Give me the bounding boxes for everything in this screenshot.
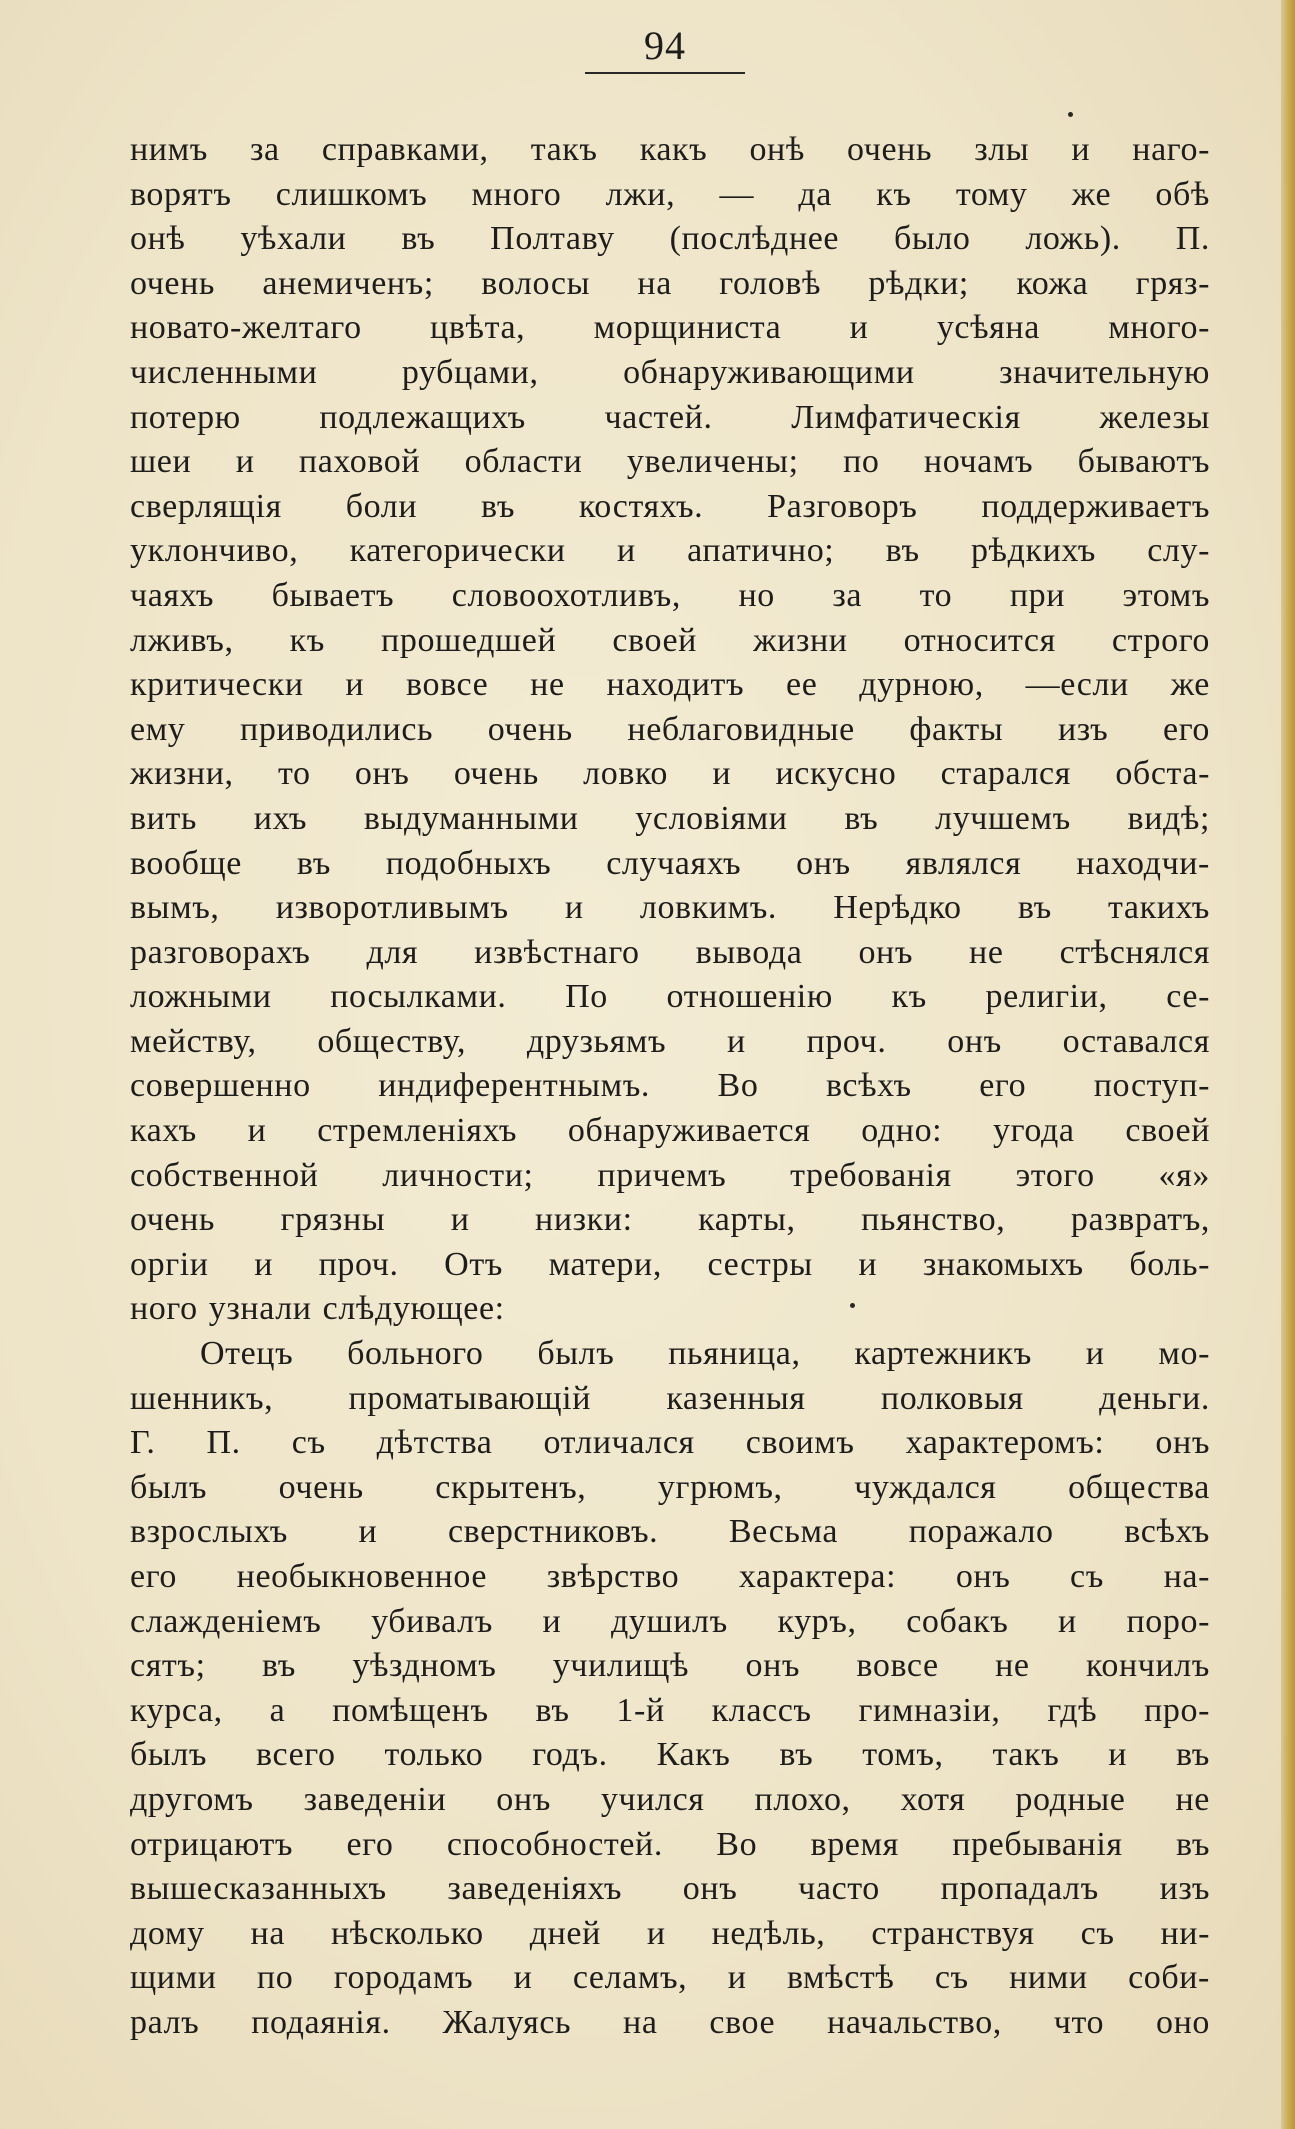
text-line: шеи и паховой области увеличены; по ночамъ бываютъ	[130, 443, 1210, 481]
text-line: ворятъ слишкомъ много лжи, — да къ тому же обѣ	[130, 175, 1210, 213]
text-line: курса, а помѣщенъ въ 1-й классъ гимназіи, гдѣ про-	[130, 1691, 1210, 1729]
text-line: щими по городамъ и селамъ, и вмѣстѣ съ ними соби-	[130, 1959, 1210, 1997]
text-line: ложными посылками. По отношенію къ религіи, се-	[130, 978, 1210, 1016]
text-line: онѣ уѣхали въ Полтаву (послѣднее было ложь). П.	[130, 220, 1210, 258]
text-line: былъ очень скрытенъ, угрюмъ, чуждался общества	[130, 1468, 1210, 1506]
text-line: уклончиво, категорически и апатично; въ рѣдкихъ слу-	[130, 532, 1210, 570]
text-line: его необыкновенное звѣрство характера: онъ съ на-	[130, 1558, 1210, 1595]
text-line: былъ всего только годъ. Какъ въ томъ, такъ и въ	[130, 1736, 1210, 1774]
text-line: вообще въ подобныхъ случаяхъ онъ являлся находчи-	[130, 844, 1210, 882]
text-line: очень грязны и низки: карты, пьянство, развратъ,	[130, 1201, 1210, 1239]
header-rule	[585, 72, 745, 74]
text-line: шенникъ, проматывающій казенныя полковыя деньги.	[130, 1379, 1210, 1417]
text-line: отрицаютъ его способностей. Во время пребыванія въ	[130, 1825, 1210, 1863]
text-line: Отецъ больного былъ пьяница, картежникъ и мо-	[200, 1335, 1210, 1373]
text-line: собственной личности; причемъ требованія этого «я»	[130, 1156, 1210, 1194]
ink-speck	[850, 1303, 855, 1308]
text-line: ралъ подаянія. Жалуясь на свое начальство, что оно	[130, 2003, 1210, 2041]
text-line: нимъ за справками, такъ какъ онѣ очень злы и наго-	[130, 131, 1210, 168]
body-text	[130, 128, 1210, 2046]
text-line: жизни, то онъ очень ловко и искусно старался обста-	[130, 755, 1210, 793]
text-line: лживъ, къ прошедшей своей жизни относится строго	[130, 621, 1210, 659]
text-line: совершенно индиферентнымъ. Во всѣхъ его поступ-	[130, 1067, 1210, 1105]
ink-speck	[1068, 112, 1073, 117]
text-line: критически и вовсе не находитъ ее дурною, —если же	[130, 666, 1210, 704]
text-line: сверлящія боли въ костяхъ. Разговоръ поддерживаетъ	[130, 487, 1210, 525]
text-line: слажденіемъ убивалъ и душилъ куръ, собакъ и поро-	[130, 1602, 1210, 1640]
text-line: мейству, обществу, друзьямъ и проч. онъ оставался	[130, 1022, 1210, 1060]
text-line: чаяхъ бываетъ словоохотливъ, но за то при этомъ	[130, 576, 1210, 614]
text-line: кахъ и стремленіяхъ обнаруживается одно: угода своей	[130, 1112, 1210, 1150]
text-line: Г. П. съ дѣтства отличался своимъ характеромъ: онъ	[130, 1424, 1210, 1462]
text-line: разговорахъ для извѣстнаго вывода онъ не стѣснялся	[130, 933, 1210, 971]
text-line: вымъ, изворотливымъ и ловкимъ. Нерѣдко въ такихъ	[130, 889, 1210, 927]
text-line: взрослыхъ и сверстниковъ. Весьма поражало всѣхъ	[130, 1513, 1210, 1551]
text-line: численными рубцами, обнаруживающими значительную	[130, 353, 1210, 391]
text-line: ного узнали слѣдующее:	[130, 1290, 505, 1328]
page-number: 94	[644, 23, 686, 68]
text-line: вышесказанныхъ заведеніяхъ онъ часто пропадалъ изъ	[130, 1870, 1210, 1908]
text-line: очень анемиченъ; волосы на головѣ рѣдки; кожа гряз-	[130, 264, 1210, 302]
page-header	[585, 22, 745, 74]
text-line: другомъ заведеніи онъ учился плохо, хотя родные не	[130, 1780, 1210, 1818]
text-line: оргіи и проч. Отъ матери, сестры и знакомыхъ боль-	[130, 1245, 1210, 1283]
page-edge	[1281, 0, 1295, 2129]
text-line: сятъ; въ уѣздномъ училищѣ онъ вовсе не кончилъ	[130, 1647, 1210, 1685]
text-line: ему приводились очень неблаговидные факты изъ его	[130, 710, 1210, 748]
text-line: потерю подлежащихъ частей. Лимфатическія железы	[130, 398, 1210, 436]
text-line: вить ихъ выдуманными условіями въ лучшемъ видѣ;	[130, 799, 1210, 837]
text-line: дому на нѣсколько дней и недѣль, странствуя съ ни-	[130, 1914, 1210, 1952]
text-line: новато-желтаго цвѣта, морщиниста и усѣяна много-	[130, 309, 1210, 347]
